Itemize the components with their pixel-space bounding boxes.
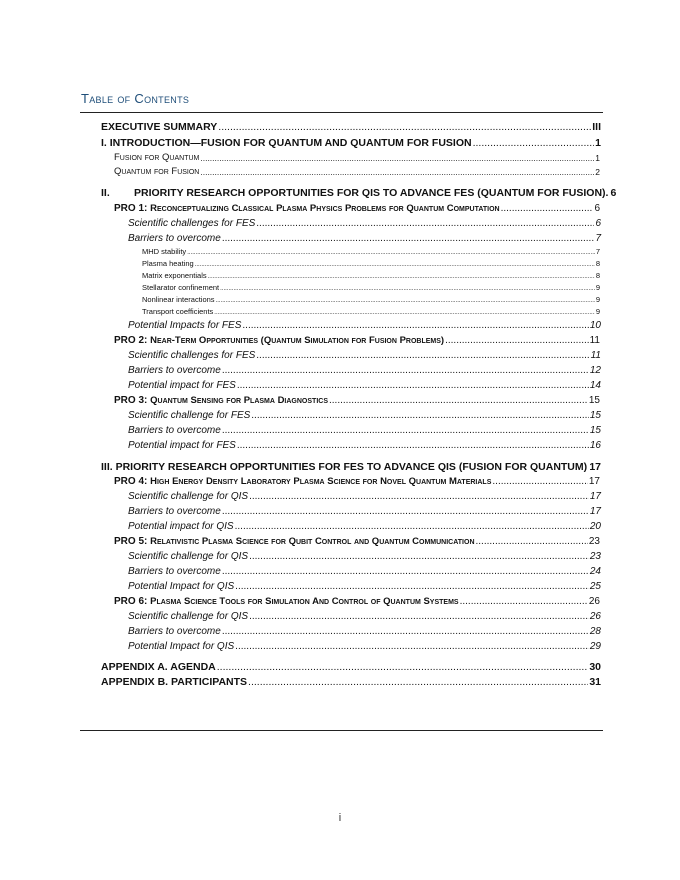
toc-pro6-potential-impact[interactable]: Potential Impact for QIS ..... 29 <box>128 641 601 652</box>
toc-pro2-barriers[interactable]: Barriers to overcome ..... 12 <box>128 365 601 376</box>
toc-pro3-barriers[interactable]: Barriers to overcome ..... 15 <box>128 425 601 436</box>
toc-pro5-potential-impact[interactable]: Potential Impact for QIS ..... 25 <box>128 581 601 592</box>
toc-pro1-barriers[interactable]: Barriers to overcome ..... 7 <box>128 233 601 244</box>
toc-pro-3[interactable]: PRO 3: Quantum Sensing for Plasma Diagnostics ..... 15 <box>114 395 600 406</box>
toc-pro-4[interactable]: PRO 4: High Energy Density Laboratory Plasma Science for Novel Quantum Materials ..... 17 <box>114 476 600 487</box>
toc-introduction[interactable]: I. INTRODUCTION—FUSION FOR QUANTUM AND QUANTUM FOR FUSION ..... 1 <box>101 137 601 149</box>
toc-pro1-potential-impacts[interactable]: Potential Impacts for FES ..... 10 <box>128 320 601 331</box>
toc-pro6-scientific-challenge[interactable]: Scientific challenge for QIS ..... 26 <box>128 611 601 622</box>
toc-pro3-potential-impact[interactable]: Potential impact for FES ..... 16 <box>128 440 601 451</box>
toc-mhd-stability[interactable]: MHD stability ..... 7 <box>142 247 600 256</box>
toc-appendix-a[interactable]: APPENDIX A. AGENDA ..... 30 <box>101 661 601 673</box>
toc-pro4-potential-impact[interactable]: Potential impact for QIS ..... 20 <box>128 521 601 532</box>
toc-pro6-barriers[interactable]: Barriers to overcome ..... 28 <box>128 626 601 637</box>
page-number: i <box>338 812 342 824</box>
toc-pro2-potential-impact[interactable]: Potential impact for FES ..... 14 <box>128 380 601 391</box>
toc-executive-summary[interactable]: EXECUTIVE SUMMARY ..... III <box>101 121 601 133</box>
toc-pro5-scientific-challenge[interactable]: Scientific challenge for QIS ..... 23 <box>128 551 601 562</box>
toc-section-ii[interactable]: II. PRIORITY RESEARCH OPPORTUNITIES FOR QIS TO ADVANCE FES (QUANTUM FOR FUSION). 6 <box>101 187 617 199</box>
toc-title: Table of Contents <box>81 91 190 106</box>
toc-pro-2[interactable]: PRO 2: Near-Term Opportunities (Quantum Simulation for Fusion Problems) ..... 11 <box>114 335 600 346</box>
toc-pro5-barriers[interactable]: Barriers to overcome ..... 24 <box>128 566 601 577</box>
toc-section-iii[interactable]: III. PRIORITY RESEARCH OPPORTUNITIES FOR FES TO ADVANCE QIS (FUSION FOR QUANTUM) ..... 17 <box>101 461 601 473</box>
toc-pro1-scientific-challenges[interactable]: Scientific challenges for FES ..... 6 <box>128 218 601 229</box>
toc-plasma-heating[interactable]: Plasma heating ..... 8 <box>142 259 600 268</box>
toc-pro-5[interactable]: PRO 5: Relativistic Plasma Science for Qubit Control and Quantum Communication ..... 23 <box>114 536 600 547</box>
toc-matrix-exponentials[interactable]: Matrix exponentials ..... 8 <box>142 271 600 280</box>
toc-pro-6[interactable]: PRO 6: Plasma Science Tools for Simulation And Control of Quantum Systems ..... 26 <box>114 596 600 607</box>
toc-stellarator-confinement[interactable]: Stellarator confinement ..... 9 <box>142 283 600 292</box>
toc-pro4-scientific-challenge[interactable]: Scientific challenge for QIS ..... 17 <box>128 491 601 502</box>
toc-transport-coefficients[interactable]: Transport coefficients ..... 9 <box>142 307 600 316</box>
toc-pro4-barriers[interactable]: Barriers to overcome ..... 17 <box>128 506 601 517</box>
toc-nonlinear-interactions[interactable]: Nonlinear interactions ..... 9 <box>142 295 600 304</box>
toc-pro2-scientific-challenges[interactable]: Scientific challenges for FES ..... 11 <box>128 350 601 361</box>
toc-quantum-for-fusion[interactable]: Quantum for Fusion ..... 2 <box>114 166 600 177</box>
toc-pro-1[interactable]: PRO 1: Reconceptualizing Classical Plasma Physics Problems for Quantum Computation ..... 6 <box>114 203 600 214</box>
top-rule <box>80 112 603 113</box>
toc-pro3-scientific-challenge[interactable]: Scientific challenge for FES ..... 15 <box>128 410 601 421</box>
toc-appendix-b[interactable]: APPENDIX B. PARTICIPANTS ..... 31 <box>101 676 601 688</box>
bottom-rule <box>80 730 603 731</box>
toc-fusion-for-quantum[interactable]: Fusion for Quantum ..... 1 <box>114 152 600 163</box>
